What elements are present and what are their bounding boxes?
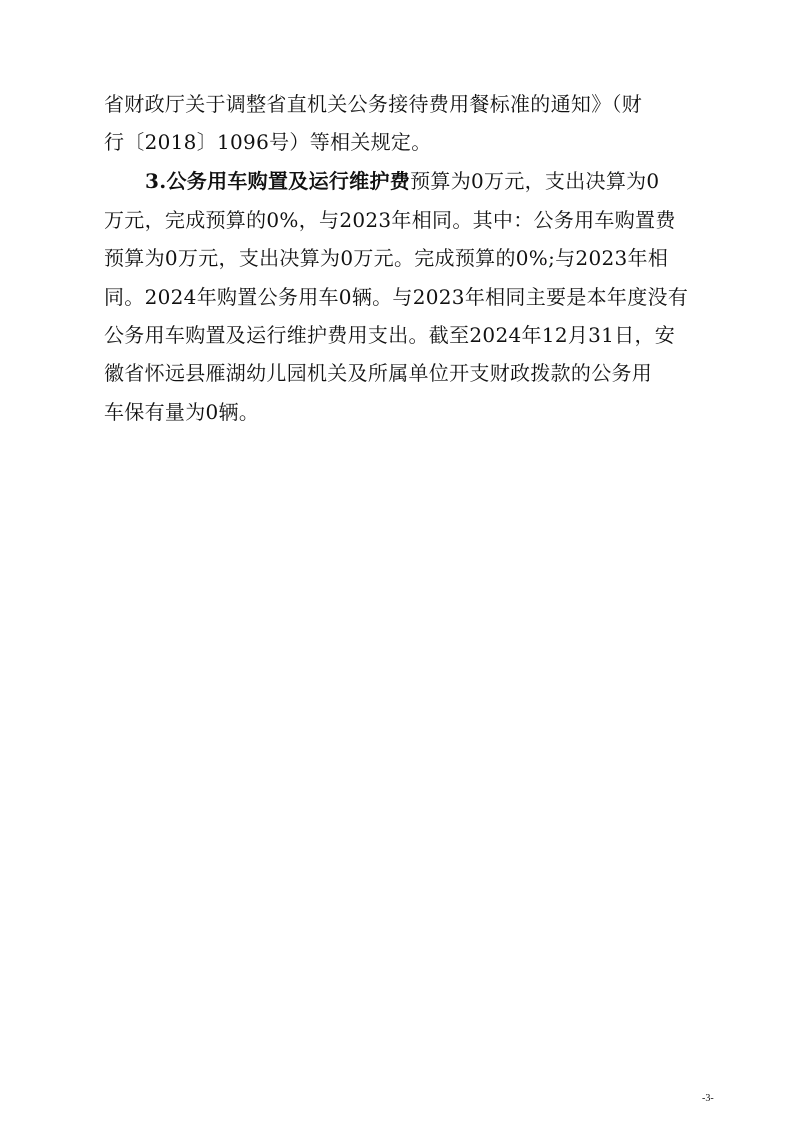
section-paragraph-line-7: 车保有量为0辆。 bbox=[104, 400, 260, 424]
paragraph-line-2: 行〔2018〕1096号）等相关规定。 bbox=[104, 130, 432, 154]
section-paragraph-line-1 bbox=[145, 168, 659, 194]
section-heading: 3.公务用车购置及运行维护费 bbox=[145, 169, 411, 193]
section-paragraph-text: 预算为0万元，支出决算为0 bbox=[410, 169, 660, 193]
section-paragraph-line-5: 公务用车购置及运行维护费用支出。截至2024年12月31日，安 bbox=[104, 323, 676, 347]
section-paragraph-line-4: 同。2024年购置公务用车0辆。与2023年相同主要是本年度没有 bbox=[104, 285, 689, 309]
section-paragraph-line-6: 徽省怀远县雁湖幼儿园机关及所属单位开支财政拨款的公务用 bbox=[104, 361, 653, 385]
section-paragraph-line-2: 万元，完成预算的0%，与2023年相同。其中：公务用车购置费 bbox=[104, 208, 676, 232]
page-number: -3- bbox=[702, 1093, 714, 1104]
paragraph-line-1: 省财政厅关于调整省直机关公务接待费用餐标准的通知》（财 bbox=[104, 92, 643, 116]
section-paragraph-line-3: 预算为0万元，支出决算为0万元。完成预算的0%;与2023年相 bbox=[104, 246, 669, 270]
